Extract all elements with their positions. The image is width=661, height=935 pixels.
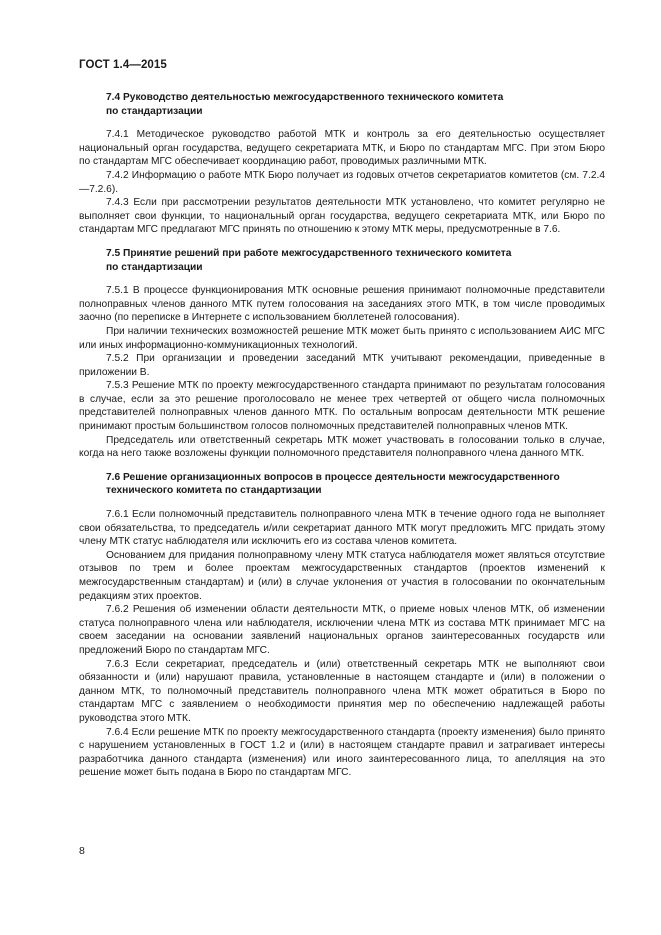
section-title: [79, 471, 605, 498]
section-title-line1: 7.4 Руководство деятельностью межгосударственного технического комитета: [106, 92, 504, 103]
section-title-line2: по стандартизации: [106, 105, 203, 117]
paragraph: Основанием для придания полноправному члену МТК статуса наблюдателя может являться отсутствие отзывов по трем и более проектам межгосударственных стандартов (проектов изменений к межгосударственным стандартам) и (или) в случае уклонения от участия в голосовании по окончательным редакциям этих проектов.: [79, 549, 605, 602]
section-title-line1: 7.6 Решение организационных вопросов в процессе деятельности межгосударственного: [106, 471, 560, 483]
paragraph: Председатель или ответственный секретарь МТК может участвовать в голосовании только в случае, когда на него также возложены функции полномочного представителя полноправного члена данного МТК.: [79, 434, 605, 460]
paragraph: 7.6.4 Если решение МТК по проекту межгосударственного стандарта (проекту изменения) было принято с нарушением установленных в ГОСТ 1.2 и (или) в настоящем стандарте правил и затрагивает интересы разработчика данного стандарта (изменения) или иного заинтересованного лица, то апелляция на это решение может быть подана в Бюро по стандартам МГС.: [79, 726, 605, 779]
section-title: [79, 247, 605, 274]
paragraph: 7.5.3 Решение МТК по проекту межгосударственного стандарта принимают по результатам голосования в случае, если за это решение проголосовало не менее трех четвертей от общего числа полномочных представителей полноправных членов данного МТК. По остальным вопросам деятельности МТК решение принимают простым большинством голосов полномочных представителей полноправных членов МТК.: [79, 380, 605, 433]
paragraph: 7.5.1 В процессе функционирования МТК основные решения принимают полномочные представители полноправных членов данного МТК путем голосования на заседаниях этого МТК, в том числе проводимых заочно (по переписке в Интернете с использованием бюллетеней голосования).: [79, 285, 605, 324]
paragraph: При наличии технических возможностей решение МТК может быть принято с использованием АИС МГС или иных информационно-коммуникационных технологий.: [79, 325, 605, 351]
paragraph: 7.4.2 Информацию о работе МТК Бюро получает из годовых отчетов секретариатов комитетов (см. 7.2.4—7.2.6).: [79, 169, 605, 195]
document-body: [79, 91, 605, 780]
paragraph: 7.6.1 Если полномочный представитель полноправного члена МТК в течение одного года не выполняет свои обязательства, то председатель и/или секретариат данного МТК могут предложить МГС придать этому члену МТК статус наблюдателя или исключить его из состава членов комитета.: [79, 509, 605, 548]
paragraph: 7.5.2 При организации и проведении заседаний МТК учитывают рекомендации, приведенные в приложении В.: [79, 353, 605, 378]
paragraph: 7.6.3 Если секретариат, председатель и (или) ответственный секретарь МТК не выполняют свои обязанности и (или) нарушают правила, установленные в настоящем стандарте и (или) в положении о данном МТК, то полномочный представитель полноправного члена МТК может обратиться в Бюро по стандартам МГС с заявлением о необходимости принятия мер по обеспечению надлежащей работы руководства этого МТК.: [79, 658, 605, 724]
section-title: [79, 91, 605, 118]
section-title-line2: по стандартизации: [106, 261, 203, 273]
paragraph: 7.4.3 Если при рассмотрении результатов деятельности МТК установлено, что комитет регулярно не выполняет свои функции, то национальный орган государства, ведущего секретариата МТК, или Бюро по стандартам МГС предлагают МГС принять по отношению к этому МТК меры, предусмотренные в 7.6.: [79, 197, 605, 236]
section-title-line2: технического комитета по стандартизации: [106, 485, 322, 497]
page-number: 8: [79, 845, 85, 857]
paragraph: 7.6.2 Решения об изменении области деятельности МТК, о приеме новых членов МТК, об изменении статуса полноправного члена или наблюдателя, исключении члена МТК из состава МТК принимает МГС на своем заседании на основании заявлений национальных органов заинтересованных государств или предложений Бюро по стандартам МГС.: [79, 604, 605, 656]
paragraph: 7.4.1 Методическое руководство работой МТК и контроль за его деятельностью осуществляет национальный орган государства, ведущего секретариата МТК, и Бюро по стандартам МГС. При этом Бюро по стандартам МГС обеспечивает координацию работ, проводимых различными МТК.: [79, 129, 605, 168]
section-title-line1: 7.5 Принятие решений при работе межгосударственного технического комитета: [106, 247, 512, 259]
standard-header: ГОСТ 1.4—2015: [79, 59, 167, 71]
